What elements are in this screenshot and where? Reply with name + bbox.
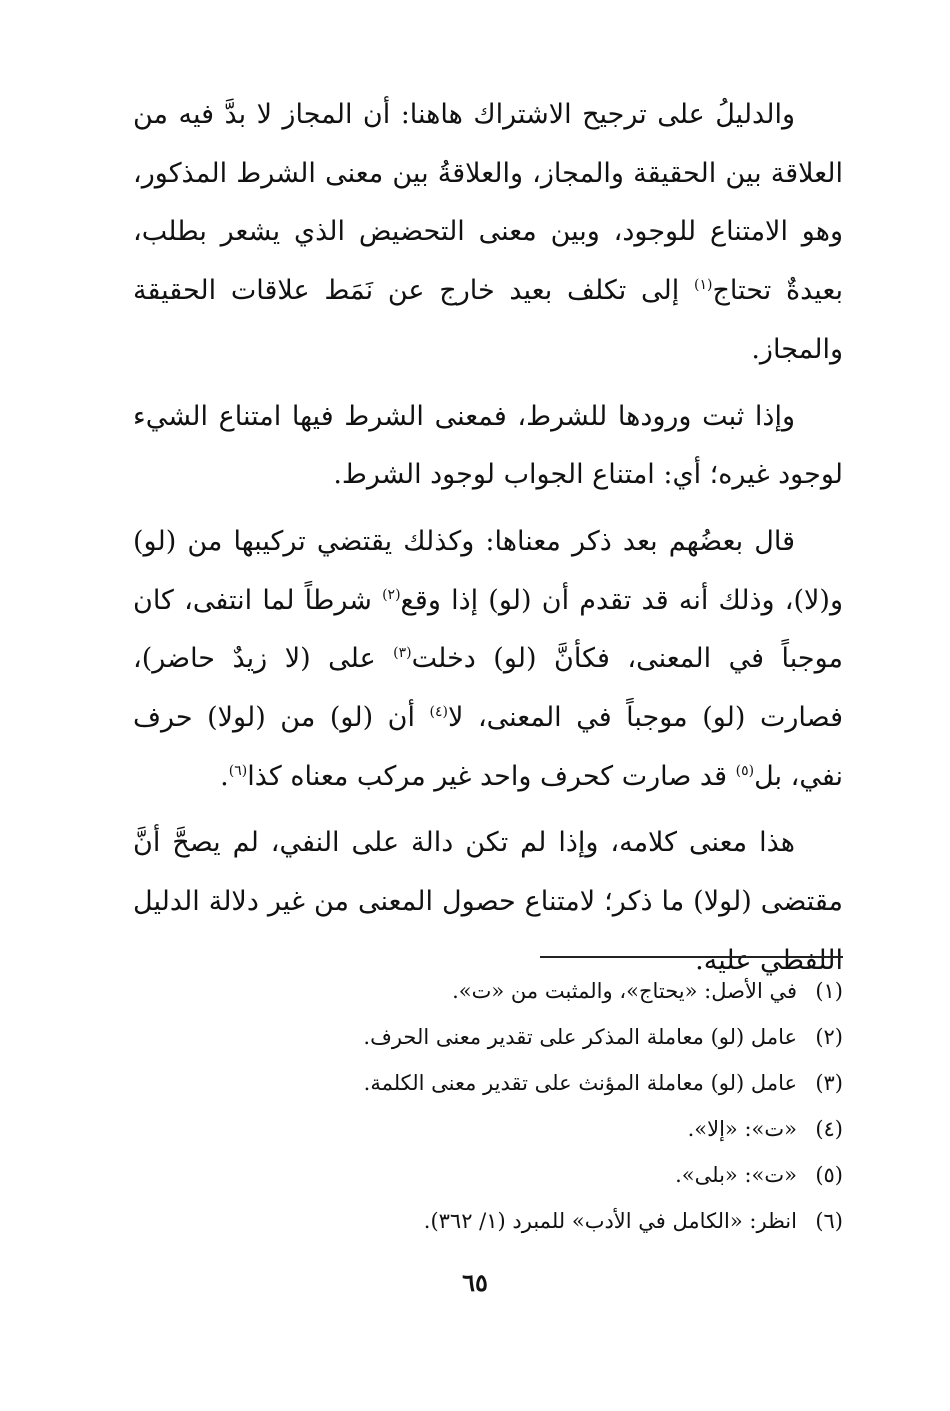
text-run: هذا معنى كلامه، وإذا لم تكن دالة على النفي، لم يصحَّ أنَّ مقتضى (لولا) ما ذكر؛ لامتناع حصول المعنى من غير دلالة الدليل اللفظي عليه.	[133, 827, 843, 976]
text-run: على (لا زيدٌ حاضر)، فصارت (لو) موجباً في المعنى، لا	[133, 643, 843, 734]
text-run: .	[220, 760, 229, 792]
paragraph-3	[133, 513, 843, 807]
footnote-number: (٥)	[815, 1163, 843, 1187]
text-run: قال بعضُهم بعد ذكر معناها: وكذلك يقتضي تركيبها من (لو) و(لا)، وذلك أنه قد تقدم أن (لو) إذا وقع	[133, 525, 844, 616]
footnote-marker-5: (٥)	[735, 762, 755, 779]
footnote-number: (٢)	[815, 1025, 843, 1049]
page-number: ٦٥	[462, 1268, 488, 1297]
footnote-5	[133, 1152, 843, 1198]
footnote-marker-3: (٣)	[393, 645, 412, 662]
footnote-marker-2: (٢)	[382, 586, 401, 603]
footnote-1	[133, 968, 843, 1014]
footnote-number: (٣)	[815, 1071, 843, 1095]
text-run: وإذا ثبت ورودها للشرط، فمعنى الشرط فيها امتناع الشيء لوجود غيره؛ أي: امتناع الجواب لوجود الشرط.	[133, 400, 843, 491]
text-run: والدليلُ على ترجيح الاشتراك هاهنا: أن المجاز لا بدَّ فيه من العلاقة بين الحقيقة والمجاز، والعلاقةُ بين معنى الشرط المذكور، وهو الامتناع للوجود، وبين معنى التحضيض الذي يشعر بطلب، بعيدةٌ تحتاج	[133, 99, 843, 307]
footnote-2	[133, 1014, 843, 1060]
footnotes-list	[133, 968, 843, 1244]
text-run: أن (لو) من (لولا) حرف نفي، بل	[133, 702, 843, 792]
footnote-text: عامل (لو) معاملة المذكر على تقدير معنى الحرف.	[363, 1025, 797, 1049]
footnote-3	[133, 1060, 843, 1106]
footnote-marker-4: (٤)	[429, 704, 448, 721]
footnote-4	[133, 1106, 843, 1152]
main-text	[133, 86, 843, 991]
footnote-marker-1: (١)	[694, 277, 713, 294]
footnote-text: في الأصل: «يحتاج»، والمثبت من «ت».	[452, 979, 797, 1003]
footnote-6	[133, 1198, 843, 1244]
footnote-text: انظر: «الكامل في الأدب» للمبرد (١/ ٣٦٢).	[423, 1209, 797, 1233]
footnote-number: (١)	[815, 979, 843, 1003]
footnote-text: عامل (لو) معاملة المؤنث على تقدير معنى الكلمة.	[363, 1071, 797, 1095]
footnote-marker-6: (٦)	[228, 762, 248, 779]
text-run: شرطاً لما انتفى، كان موجباً في المعنى، فكأنَّ (لو) دخلت	[133, 584, 843, 675]
text-run: إلى تكلف بعيد خارج عن نَمَط علاقات الحقيقة والمجاز.	[133, 275, 843, 365]
footnote-number: (٤)	[815, 1117, 843, 1141]
footnote-number: (٦)	[815, 1209, 843, 1233]
footnote-text: «ت»: «بلى».	[675, 1163, 797, 1187]
paragraph-4	[133, 814, 843, 990]
footnote-separator	[540, 956, 843, 958]
footnote-text: «ت»: «إلا».	[687, 1117, 797, 1141]
text-run: قد صارت كحرف واحد غير مركب معناه كذا	[247, 760, 736, 792]
paragraph-1	[133, 86, 843, 380]
paragraph-2	[133, 388, 843, 505]
